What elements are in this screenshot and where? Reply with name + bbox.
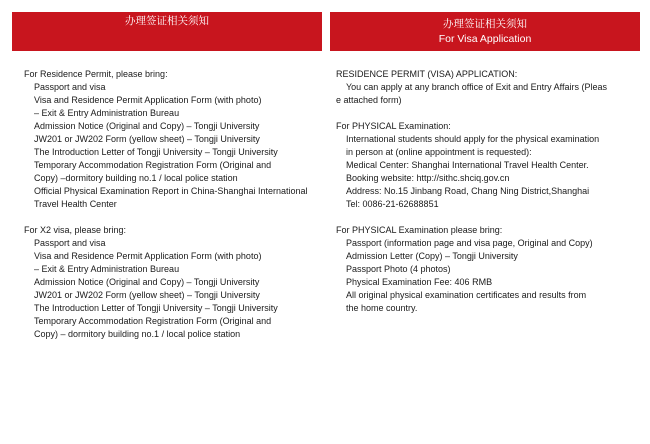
instruction-line: The Introduction Letter of Tongji University – Tongji University bbox=[34, 303, 278, 313]
instruction-line: in person at (online appointment is requested): bbox=[346, 147, 532, 157]
instruction-line: International students should apply for the physical examination bbox=[346, 134, 600, 144]
instruction-section bbox=[336, 68, 640, 107]
instruction-line: e attached form) bbox=[336, 95, 402, 105]
left-content bbox=[12, 51, 322, 341]
left-panel bbox=[12, 12, 322, 354]
instruction-line: Temporary Accommodation Registration Form (Original and bbox=[34, 316, 272, 326]
instruction-line: JW201 or JW202 Form (yellow sheet) – Tongji University bbox=[34, 290, 260, 300]
instruction-line: the home country. bbox=[346, 303, 418, 313]
instruction-line: Official Physical Examination Report in China-Shanghai International bbox=[34, 186, 308, 196]
instruction-line: Passport (information page and visa page, Original and Copy) bbox=[346, 238, 593, 248]
section-heading: For PHYSICAL Examination: bbox=[336, 121, 451, 131]
section-heading: For Residence Permit, please bring: bbox=[24, 69, 168, 79]
instruction-line: Travel Health Center bbox=[34, 199, 117, 209]
instruction-line: JW201 or JW202 Form (yellow sheet) – Tongji University bbox=[34, 134, 260, 144]
instruction-line: Physical Examination Fee: 406 RMB bbox=[346, 277, 493, 287]
section-heading: RESIDENCE PERMIT (VISA) APPLICATION: bbox=[336, 69, 518, 79]
right-banner bbox=[330, 12, 640, 51]
instruction-line: – Exit & Entry Administration Bureau bbox=[34, 108, 180, 118]
instruction-line: Address: No.15 Jinbang Road, Chang Ning District,Shanghai bbox=[346, 186, 590, 196]
right-banner-title: 办理签证相关须知 bbox=[443, 17, 527, 30]
right-banner-subtitle: For Visa Application bbox=[438, 32, 532, 45]
instruction-section bbox=[336, 120, 640, 211]
instruction-line: Admission Notice (Original and Copy) – Tongji University bbox=[34, 121, 260, 131]
instruction-line: You can apply at any branch office of Exit and Entry Affairs (Pleas bbox=[346, 82, 607, 92]
instruction-line: Copy) – dormitory building no.1 / local police station bbox=[34, 329, 241, 339]
section-heading: For X2 visa, please bring: bbox=[24, 225, 127, 235]
instruction-line: Booking website: http://sithc.shciq.gov.cn bbox=[346, 173, 510, 183]
section-heading: For PHYSICAL Examination please bring: bbox=[336, 225, 503, 235]
instruction-line: Admission Letter (Copy) – Tongji University bbox=[346, 251, 518, 261]
right-content bbox=[330, 51, 640, 315]
instruction-line: Passport Photo (4 photos) bbox=[346, 264, 451, 274]
instruction-line: Tel: 0086-21-62688851 bbox=[346, 199, 439, 209]
instruction-line: Passport and visa bbox=[34, 82, 106, 92]
instruction-line: Visa and Residence Permit Application Form (with photo) bbox=[34, 251, 262, 261]
instruction-line: Admission Notice (Original and Copy) – Tongji University bbox=[34, 277, 260, 287]
instruction-line: Copy) –dormitory building no.1 / local police station bbox=[34, 173, 238, 183]
instruction-line: Medical Center: Shanghai International Travel Health Center. bbox=[346, 160, 589, 170]
instruction-line: Visa and Residence Permit Application Form (with photo) bbox=[34, 95, 262, 105]
left-banner bbox=[12, 12, 322, 51]
instruction-section bbox=[336, 224, 640, 315]
instruction-line: – Exit & Entry Administration Bureau bbox=[34, 264, 180, 274]
instruction-line: All original physical examination certificates and results from bbox=[346, 290, 587, 300]
left-banner-title: 办理签证相关须知 bbox=[125, 15, 209, 27]
right-panel bbox=[330, 12, 640, 328]
instruction-line: The Introduction Letter of Tongji University – Tongji University bbox=[34, 147, 278, 157]
instruction-section bbox=[24, 224, 322, 341]
instruction-line: Passport and visa bbox=[34, 238, 106, 248]
instruction-section bbox=[24, 68, 322, 211]
instruction-line: Temporary Accommodation Registration Form (Original and bbox=[34, 160, 272, 170]
